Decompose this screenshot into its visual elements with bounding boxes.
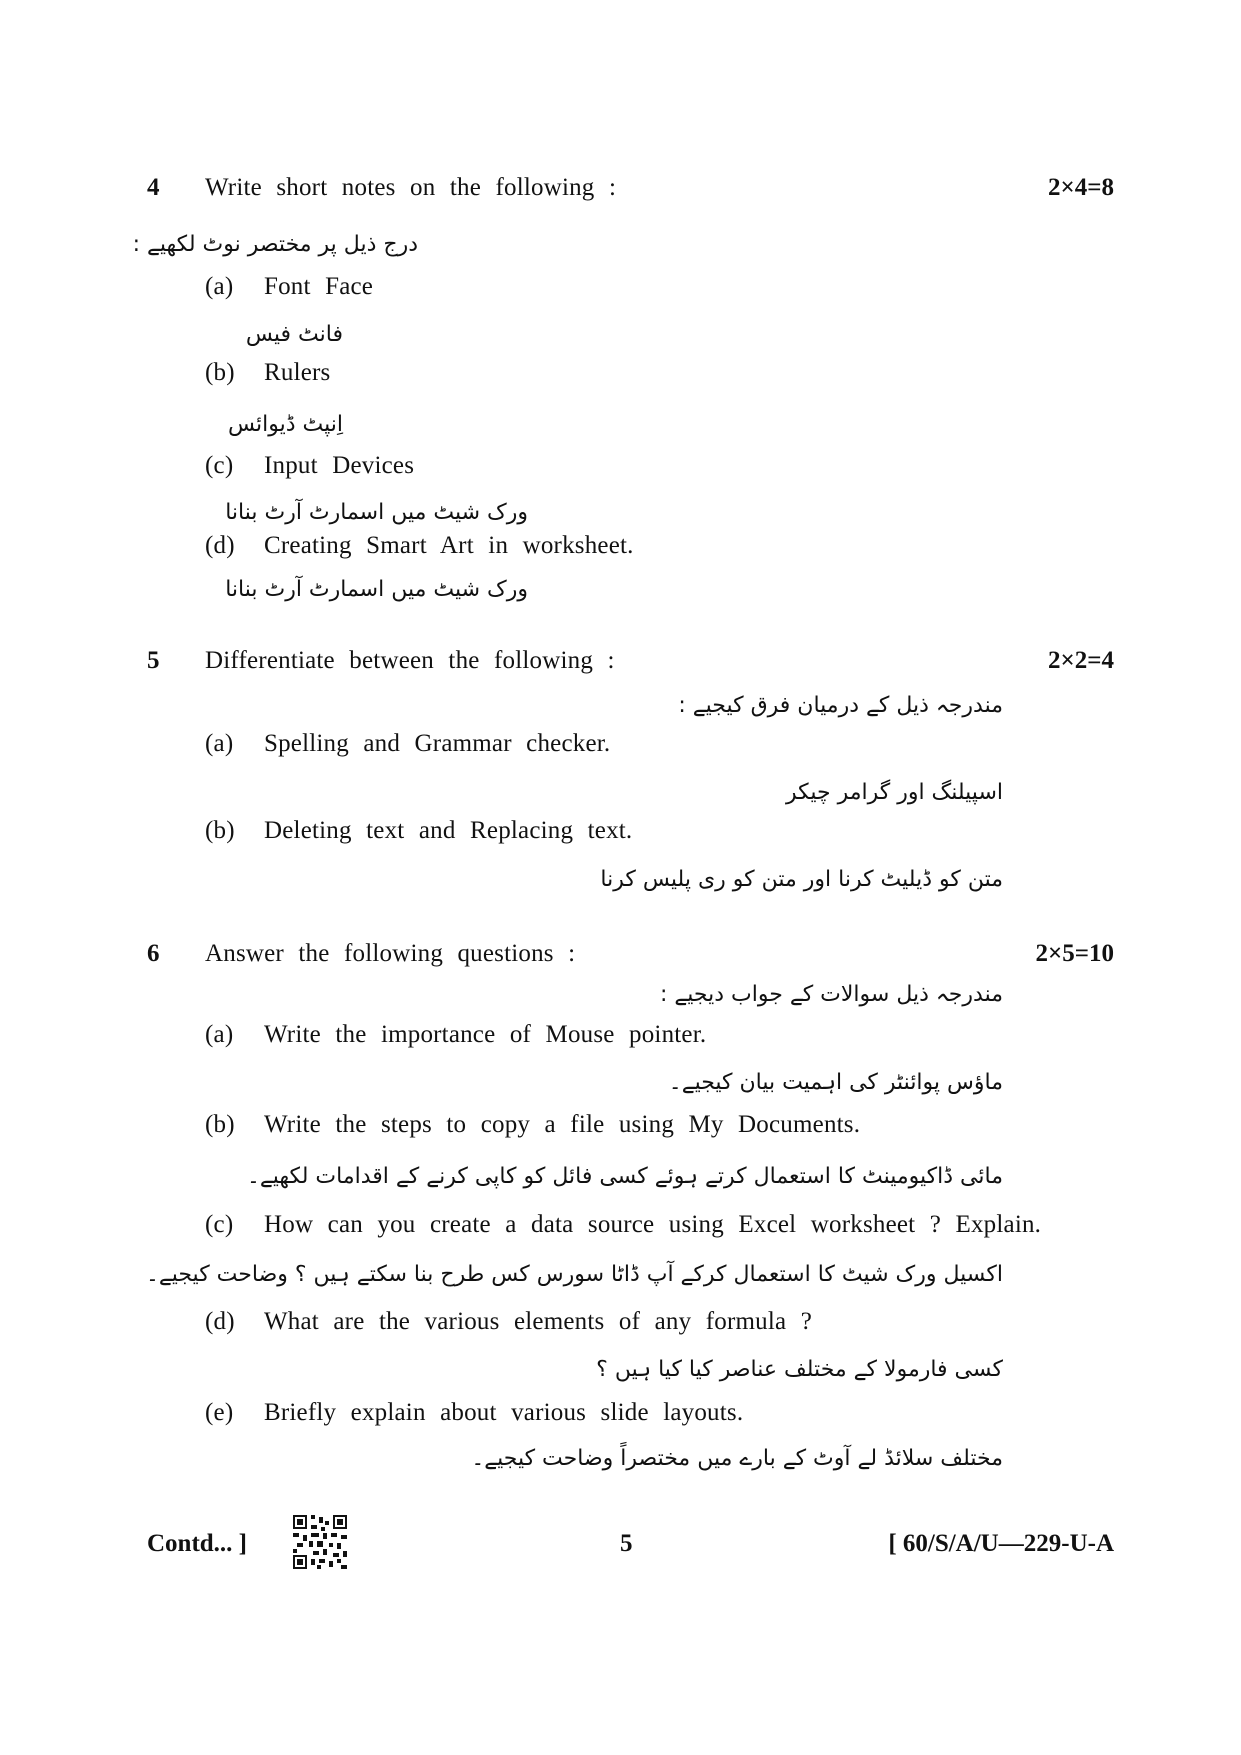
question-number: 5 (147, 647, 160, 674)
question-text: Write short notes on the following : (205, 174, 617, 201)
part-text: How can you create a data source using Excel worksheet ? Explain. (264, 1211, 1042, 1238)
qr-code-icon (293, 1515, 347, 1569)
part-label: (b) (205, 359, 235, 386)
part-urdu: متن کو ڈیلیٹ کرنا اور متن کو ری پلیس کرنا (600, 867, 1003, 892)
part-text: Creating Smart Art in worksheet. (264, 532, 634, 559)
part-label: (d) (205, 532, 235, 559)
part-urdu: ماؤس پوائنٹر کی اہمیت بیان کیجیے۔ (668, 1070, 1003, 1095)
contd-label: Contd... ] (147, 1530, 248, 1557)
part-text: Input Devices (264, 452, 415, 479)
part-label: (d) (205, 1308, 235, 1335)
question-urdu: درج ذیل پر مختصر نوٹ لکھیے : (132, 232, 418, 257)
part-label: (e) (205, 1399, 234, 1426)
part-label: (b) (205, 817, 235, 844)
part-urdu: مائی ڈاکیومینٹ کا استعمال کرتے ہوئے کسی فائل کو کاپی کرنے کے اقدامات لکھیے۔ (247, 1164, 1003, 1189)
part-urdu: اکسیل ورک شیٹ کا استعمال کرکے آپ ڈاٹا سورس کس طرح بنا سکتے ہیں ؟ وضاحت کیجیے۔ (145, 1262, 1003, 1287)
part-label: (a) (205, 730, 234, 757)
question-marks: 2×4=8 (1048, 174, 1114, 201)
part-label: (a) (205, 273, 234, 300)
part-urdu: اسپیلنگ اور گرامر چیکر (786, 780, 1003, 805)
part-urdu: فانٹ فیس (245, 322, 343, 347)
question-marks: 2×2=4 (1048, 647, 1114, 674)
question-urdu: مندرجہ ذیل سوالات کے جواب دیجیے : (659, 982, 1003, 1007)
question-number: 4 (147, 174, 160, 201)
part-label: (b) (205, 1111, 235, 1138)
page-number: 5 (620, 1530, 633, 1557)
part-label: (a) (205, 1021, 234, 1048)
question-number: 6 (147, 940, 160, 967)
part-text: Spelling and Grammar checker. (264, 730, 611, 757)
part-urdu: اِنپٹ ڈیوائس (227, 412, 343, 437)
part-text: Write the steps to copy a file using My Documents. (264, 1111, 861, 1138)
question-text: Answer the following questions : (205, 940, 576, 967)
part-text: Deleting text and Replacing text. (264, 817, 633, 844)
part-text: Rulers (264, 359, 331, 386)
part-text: Write the importance of Mouse pointer. (264, 1021, 707, 1048)
part-text: Briefly explain about various slide layouts. (264, 1399, 744, 1426)
part-urdu: ورک شیٹ میں اسمارٹ آرٹ بنانا (225, 500, 528, 525)
part-label: (c) (205, 452, 234, 479)
question-urdu: مندرجہ ذیل کے درمیان فرق کیجیے : (678, 693, 1003, 718)
part-urdu: ورک شیٹ میں اسمارٹ آرٹ بنانا (225, 577, 528, 602)
part-urdu: مختلف سلائڈ لے آوٹ کے بارے میں مختصراً وضاحت کیجیے۔ (471, 1446, 1003, 1471)
part-text: What are the various elements of any formula ? (264, 1308, 813, 1335)
part-urdu: کسی فارمولا کے مختلف عناصر کیا کیا ہیں ؟ (596, 1357, 1003, 1382)
question-marks: 2×5=10 (1035, 940, 1114, 967)
question-text: Differentiate between the following : (205, 647, 615, 674)
part-text: Font Face (264, 273, 374, 300)
part-label: (c) (205, 1211, 234, 1238)
paper-code: [ 60/S/A/U—229-U-A (888, 1530, 1114, 1557)
